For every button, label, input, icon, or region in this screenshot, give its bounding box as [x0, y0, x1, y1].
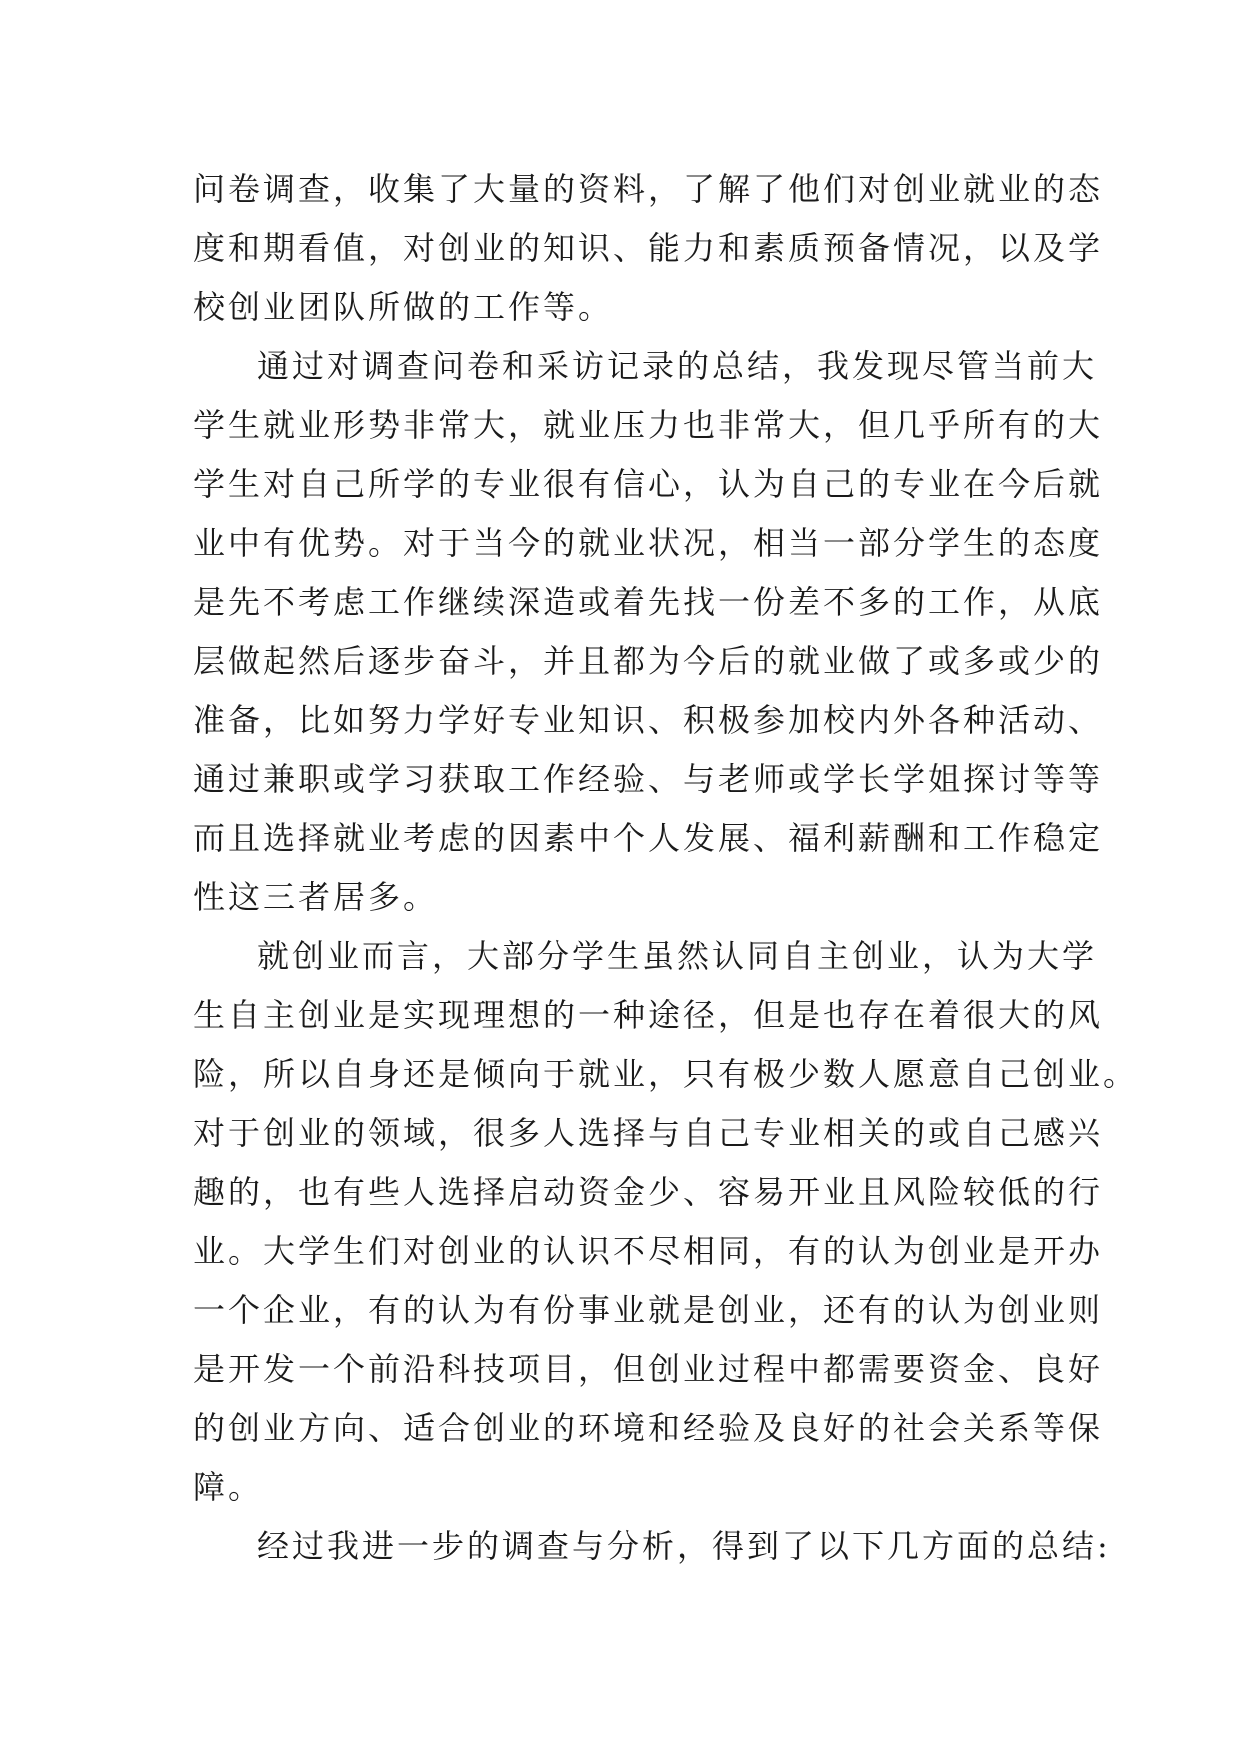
- text-line: 业中有优势。对于当今的就业状况，相当一部分学生的态度: [193, 524, 1104, 562]
- text-line: 层做起然后逐步奋斗，并且都为今后的就业做了或多或少的: [193, 642, 1104, 680]
- text-line: 经过我进一步的调查与分析，得到了以下几方面的总结:: [257, 1527, 1111, 1565]
- body-text: [193, 160, 1139, 1576]
- text-line: 学生就业形势非常大，就业压力也非常大，但几乎所有的大: [193, 406, 1104, 444]
- text-line: 趣的，也有些人选择启动资金少、容易开业且风险较低的行: [193, 1173, 1104, 1211]
- text-line: 对于创业的领域，很多人选择与自己专业相关的或自己感兴: [193, 1114, 1104, 1152]
- text-line: 而且选择就业考虑的因素中个人发展、福利薪酬和工作稳定: [193, 819, 1104, 857]
- text-line: 是开发一个前沿科技项目，但创业过程中都需要资金、良好: [193, 1350, 1104, 1388]
- text-line: 的创业方向、适合创业的环境和经验及良好的社会关系等保: [193, 1409, 1104, 1447]
- text-line: 通过对调查问卷和采访记录的总结，我发现尽管当前大: [257, 347, 1098, 385]
- text-line: 校创业团队所做的工作等。: [193, 288, 614, 326]
- text-line: 学生对自己所学的专业很有信心，认为自己的专业在今后就: [193, 465, 1104, 503]
- text-line: 障。: [193, 1468, 264, 1506]
- text-line: 性这三者居多。: [193, 878, 439, 916]
- text-line: 就创业而言，大部分学生虽然认同自主创业，认为大学: [257, 937, 1098, 975]
- text-line: 生自主创业是实现理想的一种途径，但是也存在着很大的风: [193, 996, 1104, 1034]
- text-line: 准备，比如努力学好专业知识、积极参加校内外各种活动、: [193, 701, 1104, 739]
- text-line: 业。大学生们对创业的认识不尽相同，有的认为创业是开办: [193, 1232, 1104, 1270]
- text-line: 度和期看值，对创业的知识、能力和素质预备情况，以及学: [193, 229, 1104, 267]
- text-line: 一个企业，有的认为有份事业就是创业，还有的认为创业则: [193, 1291, 1104, 1329]
- text-line: 险，所以自身还是倾向于就业，只有极少数人愿意自己创业。: [193, 1055, 1139, 1093]
- text-line: 通过兼职或学习获取工作经验、与老师或学长学姐探讨等等: [193, 760, 1104, 798]
- text-line: 是先不考虑工作继续深造或着先找一份差不多的工作，从底: [193, 583, 1104, 621]
- text-line: 问卷调查，收集了大量的资料，了解了他们对创业就业的态: [193, 170, 1104, 208]
